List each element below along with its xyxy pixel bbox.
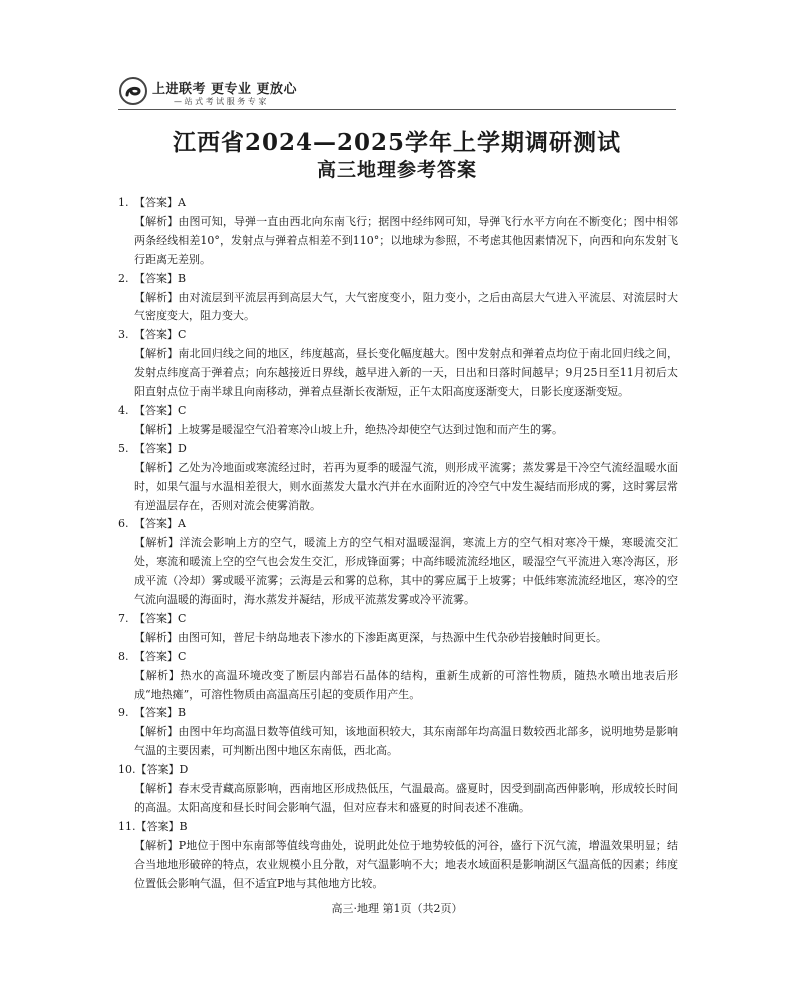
answer-line [118,704,678,723]
brand-header [118,74,298,108]
explanation-text: 【解析】乙处为冷地面或寒流经过时，若再为夏季的暖湿气流，则形成平流雾；蒸发雾是干冷空气流经温暖水面时，如果气温与水温相差很大，则水面蒸发大量水汽并在水面附近的冷空气中发生凝结而形成的雾，这时雾层常有逆温层存在，否则对流会使雾消散。 [134,460,678,512]
answer-line [118,818,678,837]
question-number: 6. [118,517,129,531]
question-number: 2. [118,271,129,285]
answer-line [118,326,678,345]
question-number: 10. [118,763,136,777]
answer-line [118,610,678,629]
answer-text: 【答案】A [134,196,186,209]
answer-text: 【答案】C [134,328,187,342]
explanation-text: 【解析】由图可知，导弹一直由西北向东南飞行；据图中经纬网可知，导弹飞行水平方向在不断变化；图中相邻两条经线相差10°，发射点与弹着点相差不到110°；以地球为参照，不考虑其他因素情况下，向西和向东发射飞行距离无差别。 [134,214,678,266]
question-item [118,648,678,705]
header-divider [118,109,676,110]
answer-list [118,194,678,894]
answer-line [118,270,678,289]
answer-line [118,648,678,667]
answer-text: 【答案】A [134,517,186,531]
page-subtitle: 高三地理参考答案 [316,159,477,181]
answer-text: 【答案】C [134,649,187,663]
brand-tagline: — 站 式 考 试 服 务 专 家 [174,97,267,106]
answer-text: 【答案】B [134,271,187,285]
answer-text: 【答案】C [134,611,187,625]
answer-text: 【答案】C [134,403,187,417]
brand-logo-icon [118,76,148,106]
question-item [118,402,678,440]
question-number: 5. [118,441,129,455]
answer-text: 【答案】B [134,706,187,720]
question-item [118,515,678,610]
question-number: 11. [118,819,136,833]
explanation-text: 【解析】上坡雾是暖湿空气沿着寒冷山坡上升，绝热冷却使空气达到过饱和而产生的雾。 [134,422,563,436]
question-item [118,610,678,648]
page-title: 江西省2024—2025学年上学期调研测试 [172,129,622,156]
answer-line [118,402,678,421]
question-item [118,704,678,761]
explanation-text: 【解析】热水的高温环境改变了断层内部岩石晶体的结构，重新生成新的可溶性物质，随热水喷出地表后形成“地热瘫”，可溶性物质由高温高压引起的变质作用产生。 [134,668,678,701]
answer-line [118,515,678,534]
answer-text: 【答案】B [135,819,188,833]
explanation-text: 【解析】春末受青藏高原影响，西南地区形成热低压，气温最高。盛夏时，因受到副高西伸影响，形成较长时间的高温。太阳高度和昼长时间会影响气温，但对应春末和盛夏的时间表述不准确。 [134,782,678,814]
question-item [118,194,678,270]
question-item [118,818,678,894]
question-item [118,761,678,818]
question-number: 8. [118,649,129,663]
question-number: 7. [118,611,129,625]
answer-line [118,440,678,459]
answer-text: 【答案】D [135,763,189,777]
explanation-text: 【解析】P地位于图中东南部等值线弯曲处，说明此处位于地势较低的河谷，盛行下沉气流，增温效果明显；结合当地地形破碎的特点，农业规模小且分散，对气温影响不大；地表水域面积是影响湖区气温高低的因素；纬度位置低会影响气温，但不适宜P地与其他地方比较。 [134,838,678,890]
explanation-text: 【解析】由图可知，普尼卡纳岛地表下渗水的下渗距离更深，与热源中生代杂砂岩接触时间更长。 [134,630,607,644]
question-item [118,270,678,327]
question-number: 3. [118,328,129,342]
answer-text: 【答案】D [134,441,187,455]
question-number: 1. [118,196,129,209]
question-item [118,440,678,516]
answer-line [118,761,678,780]
page-footer: 高三·地理 第1页（共2页） [331,902,463,915]
explanation-text: 【解析】由对流层到平流层再到高层大气，大气密度变小，阻力变小，之后由高层大气进入平流层、对流层时大气密度变大，阻力变大。 [134,290,678,323]
explanation-text: 【解析】由图中年均高温日数等值线可知，该地面积较大，其东南部年均高温日数较西北部多，说明地势是影响气温的主要因素，可判断出图中地区东南低，西北高。 [134,725,678,758]
question-item [118,326,678,402]
question-number: 4. [118,403,129,417]
explanation-text: 【解析】南北回归线之间的地区，纬度越高，昼长变化幅度越大。图中发射点和弹着点均位于南北回归线之间，发射点纬度高于弹着点；向东越接近日界线，越早进入新的一天，日出和日落时间越早；9月25日至11月初后太阳直射点位于南半球且向南移动，弹着点昼渐长夜渐短，正午太阳高度逐渐变大，日影长度逐渐变短。 [134,347,678,399]
explanation-text: 【解析】洋流会影响上方的空气，暖流上方的空气相对温暖湿润，寒流上方的空气相对寒冷干燥，寒暖流交汇处，寒流和暖流上空的空气也会发生交汇，形成锋面雾；中高纬暖流流经地区，暖湿空气平流进入寒冷海区，形成平流（冷却）雾或暖平流雾；云海是云和雾的总称，其中的雾应属于上坡雾；中低纬寒流流经地区，寒冷的空气流向温暖的海面时，海水蒸发并凝结，形成平流蒸发雾或冷平流雾。 [134,536,678,607]
answer-line [118,194,678,213]
brand-slogan: 上进联考 更专业 更放心 [152,82,298,97]
question-number: 9. [118,706,129,720]
